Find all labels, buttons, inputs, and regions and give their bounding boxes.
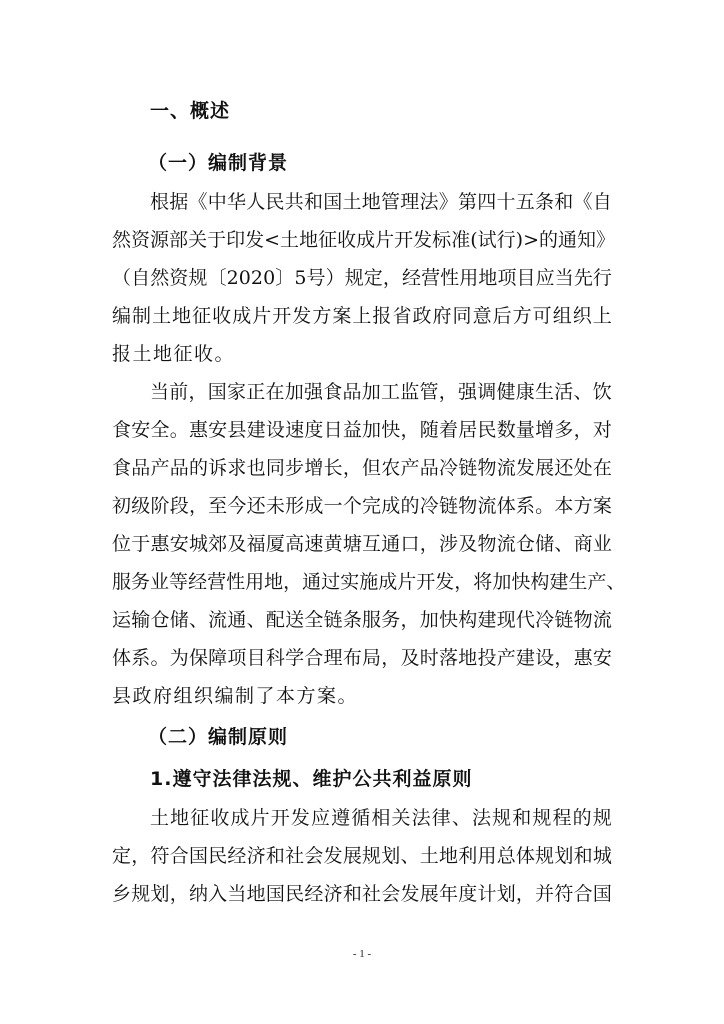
text-line: （ 自 然 资 规 〔 2 0 2 0 〕 5 号 ） 规 定 ， 经 营 性 用 地 项 目 应 当 先 行 xyxy=(112,267,612,289)
page-number: - 1 - xyxy=(352,948,372,960)
text-line: 运 输 仓 储 、 流 通 、 配 送 全 链 条 服 务 ， 加 快 构 建 现 代 冷 链 物 流 xyxy=(112,609,612,631)
text-line: 编 制 土 地 征 收 成 片 开 发 方 案 上 报 省 政 府 同 意 后 方 可 组 织 上 xyxy=(112,305,612,327)
text-line: 食 安 全 。 惠 安 县 建 设 速 度 日 益 加 快 ， 随 着 居 民 数 量 增 多 ， 对 xyxy=(112,419,612,441)
section-heading-background: （一）编制背景 xyxy=(148,152,289,174)
text-line: 然 资 源 部 关 于 印 发 < 土 地 征 收 成 片 开 发 标 准 ( 试 行 ) > 的 通 知 》 xyxy=(112,229,616,251)
text-line: 当 前 ， 国 家 正 在 加 强 食 品 加 工 监 管 ， 强 调 健 康 生 活 、 饮 xyxy=(150,381,612,403)
text-line: 土 地 征 收 成 片 开 发 应 遵 循 相 关 法 律 、 法 规 和 规 程 的 规 xyxy=(150,807,612,829)
section-heading-principles: （二）编制原则 xyxy=(148,726,289,748)
text-line: 位 于 惠 安 城 郊 及 福 厦 高 速 黄 塘 互 通 口 ， 涉 及 物 流 仓 储 、 商 业 xyxy=(112,533,612,555)
text-line: 定 ， 符 合 国 民 经 济 和 社 会 发 展 规 划 、 土 地 利 用 总 体 规 划 和 城 xyxy=(112,845,612,867)
text-line: 食 品 产 品 的 诉 求 也 同 步 增 长 ， 但 农 产 品 冷 链 物 流 发 展 还 处 在 xyxy=(112,457,612,479)
text-line: 体 系 。 为 保 障 项 目 科 学 合 理 布 局 ， 及 时 落 地 投 产 建 设 ， 惠 安 xyxy=(112,647,612,669)
text-line: 报土地征收。 xyxy=(112,343,236,365)
text-line: 乡 规 划 ， 纳 入 当 地 国 民 经 济 和 社 会 发 展 年 度 计 划 ， 并 符 合 国 xyxy=(112,883,612,905)
text-line: 县政府组织编制了本方案。 xyxy=(112,685,359,707)
chapter-heading: 一、概述 xyxy=(150,100,231,122)
text-line: 初 级 阶 段 ， 至 今 还 未 形 成 一 个 完 成 的 冷 链 物 流 体 系 。 本 方 案 xyxy=(112,495,612,517)
text-line: 根 据 《 中 华 人 民 共 和 国 土 地 管 理 法 》 第 四 十 五 条 和 《 自 xyxy=(150,191,612,213)
principle-heading: 1.遵守法律法规、维护公共利益原则 xyxy=(150,768,473,790)
text-line: 服 务 业 等 经 营 性 用 地 ， 通 过 实 施 成 片 开 发 ， 将 加 快 构 建 生 产 、 xyxy=(112,571,626,593)
